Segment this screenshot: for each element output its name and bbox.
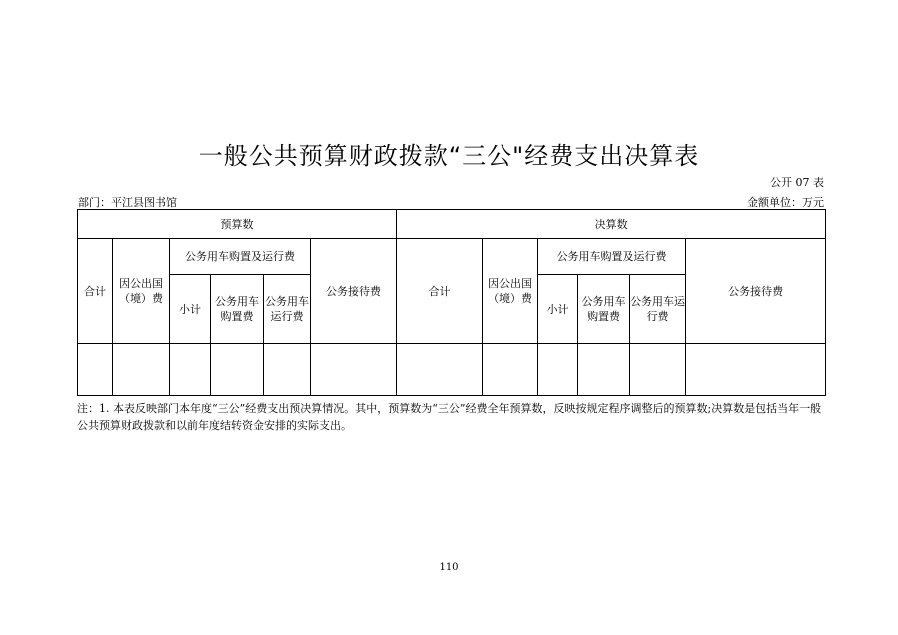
- table-cell: [264, 344, 311, 396]
- page-number: 110: [439, 562, 459, 573]
- final-vehicle-group-header: 公务用车购置及运行费: [538, 239, 686, 275]
- table-cell: [170, 344, 211, 396]
- budget-reception-header: 公务接待费: [311, 239, 397, 344]
- table-cell: [397, 344, 483, 396]
- table-cell: [686, 344, 826, 396]
- footnote: 注：1. 本表反映部门本年度“三公”经费支出预决算情况。其中，预算数为“三公”经费全年预算数，反映按规定程序调整后的预算数;决算数是包括当年一般公共预算财政拨款和以前年度结转资金安排的实际支出。: [77, 402, 822, 432]
- budget-vehicle-purchase-header: 公务用车购置费: [211, 275, 264, 344]
- table-cell: [78, 344, 113, 396]
- department-label: 部门：平江县图书馆: [78, 196, 177, 209]
- final-vehicle-purchase-header: 公务用车购置费: [578, 275, 630, 344]
- table-cell: [483, 344, 538, 396]
- three-public-expenses-table: [77, 209, 826, 396]
- final-total-header: 合计: [397, 239, 483, 344]
- table-cell: [538, 344, 578, 396]
- table-cell: [113, 344, 170, 396]
- budget-vehicle-operation-header: 公务用车运行费: [264, 275, 311, 344]
- table-cell: [211, 344, 264, 396]
- page-title: 一般公共预算财政拨款“三公"经费支出决算表: [198, 142, 700, 170]
- budget-header: 预算数: [78, 210, 397, 239]
- form-number: 公开 07 表: [770, 176, 824, 189]
- budget-vehicle-group-header: 公务用车购置及运行费: [170, 239, 311, 275]
- budget-abroad-header: 因公出国（境）费: [113, 239, 170, 344]
- table-cell: [578, 344, 630, 396]
- budget-total-header: 合计: [78, 239, 113, 344]
- table-row: [78, 344, 826, 396]
- budget-subtotal-header: 小计: [170, 275, 211, 344]
- final-subtotal-header: 小计: [538, 275, 578, 344]
- amount-unit-label: 金额单位：万元: [747, 196, 824, 209]
- final-abroad-header: 因公出国（境）费: [483, 239, 538, 344]
- final-reception-header: 公务接待费: [686, 239, 826, 344]
- table-cell: [630, 344, 686, 396]
- final-header: 决算数: [397, 210, 826, 239]
- table-cell: [311, 344, 397, 396]
- final-vehicle-operation-header: 公务用车运行费: [630, 275, 686, 344]
